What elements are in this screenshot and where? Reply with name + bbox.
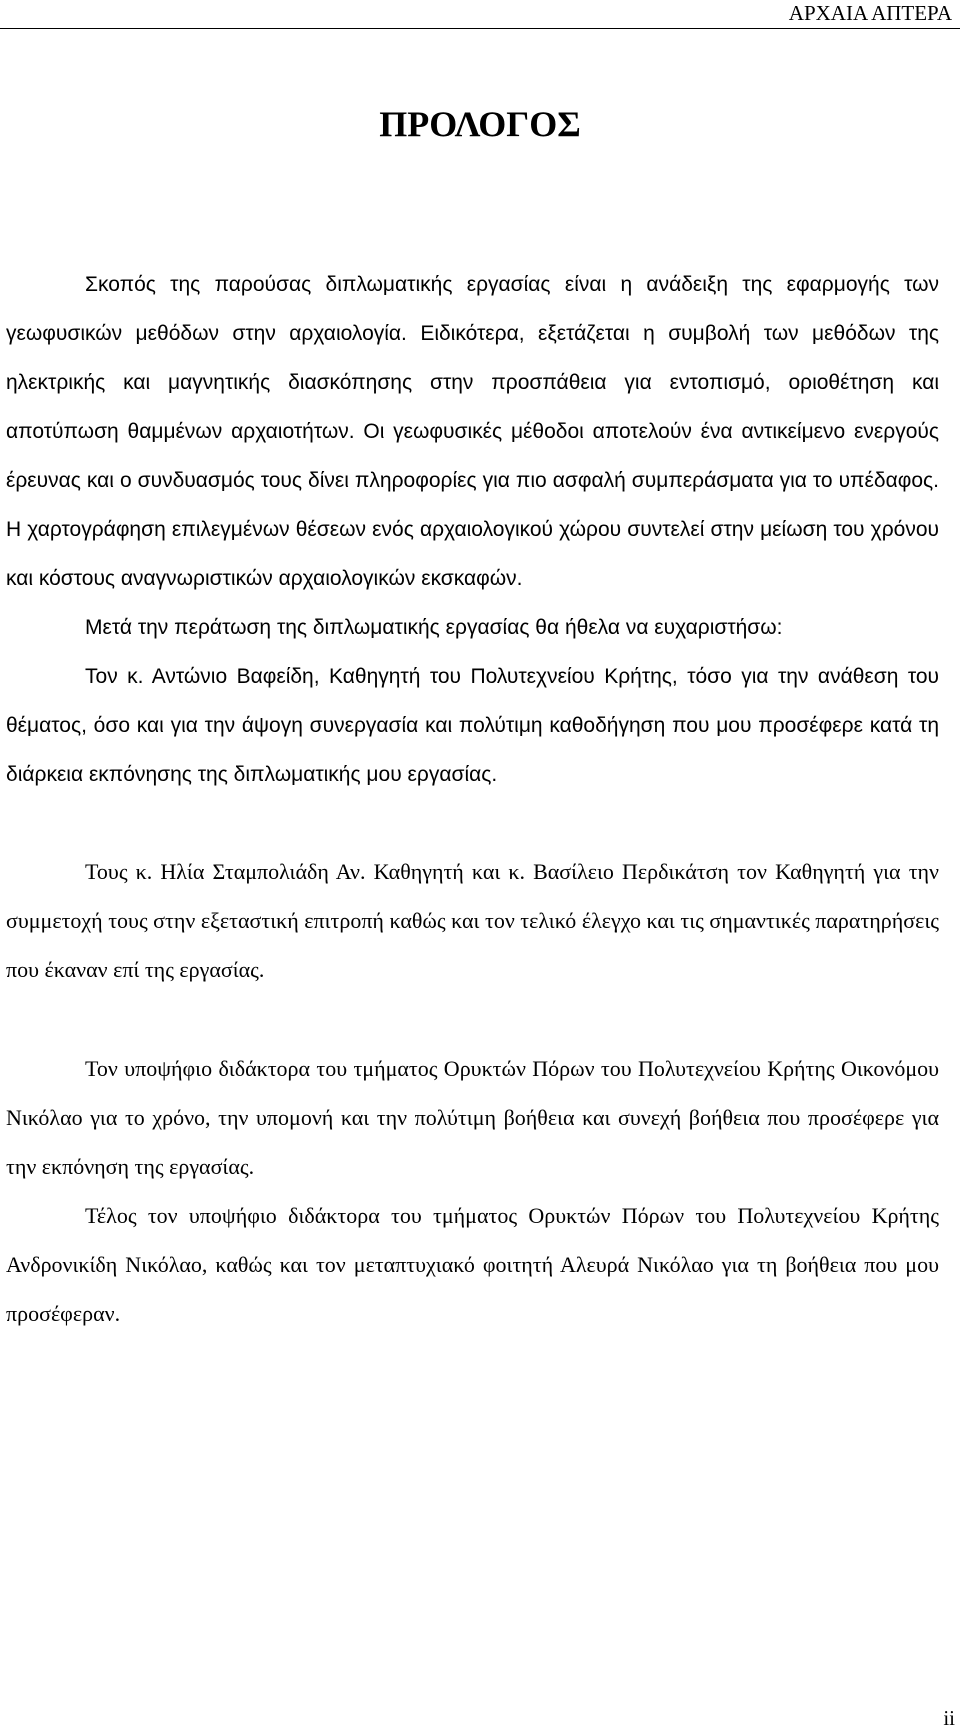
running-header: ΑΡΧΑΙΑ ΑΠΤΕΡΑ	[788, 1, 952, 25]
page-number: ii	[943, 1706, 955, 1730]
header-rule	[0, 28, 960, 29]
paragraph-thanks-intro: Μετά την περάτωση της διπλωματικής εργασίας θα ήθελα να ευχαριστήσω:	[85, 616, 783, 639]
paragraph-thanks-supervisor: Τον κ. Αντώνιο Βαφείδη, Καθηγητή του Πολυτεχνείου Κρήτης, τόσο για την ανάθεση του θέματος, όσο και για την άψογη συνεργασία και πολύτιμη καθοδήγηση που μου προσέφερε κατά τη διάρκεια εκπόνησης της διπλωματικής μου εργασίας.	[6, 665, 939, 786]
paragraph-purpose: Σκοπός της παρούσας διπλωματικής εργασίας είναι η ανάδειξη της εφαρμογής των γεωφυσικών μεθόδων στην αρχαιολογία. Ειδικότερα, εξετάζεται η συμβολή των μεθόδων της ηλεκτρικής και μαγνητικής διασκόπησης στην προσπάθεια για εντοπισμό, οριοθέτηση και αποτύπωση θαμμένων αρχαιοτήτων. Οι γεωφυσικές μέθοδοι αποτελούν ένα αντικείμενο ενεργούς έρευνας και ο συνδυασμός τους δίνει πληροφορίες για πιο ασφαλή συμπεράσματα για το υπέδαφος. Η χαρτογράφηση επιλεγμένων θέσεων ενός αρχαιολογικού χώρου συντελεί στην μείωση του χρόνου και κόστους αναγνωριστικών αρχαιολογικών εκσκαφών.	[6, 273, 939, 590]
paragraph-thanks-phd-candidate: Τον υποψήφιο διδάκτορα του τμήματος Ορυκτών Πόρων του Πολυτεχνείου Κρήτης Οικονόμου Νικόλαο για το χρόνο, την υπομονή και την πολύτιμη βοήθεια και συνεχή βοήθεια που προσέφερε για την εκπόνηση της εργασίας.	[6, 1056, 939, 1179]
paragraph-thanks-committee: Τους κ. Ηλία Σταμπολιάδη Αν. Καθηγητή και κ. Βασίλειο Περδικάτση τον Καθηγητή για την συμμετοχή τους στην εξεταστική επιτροπή καθώς και τον τελικό έλεγχο και τις σημαντικές παρατηρήσεις που έκαναν επί της εργασίας.	[6, 859, 939, 982]
page-title: ΠΡΟΛΟΓΟΣ	[379, 104, 581, 144]
paragraph-thanks-final: Τέλος τον υποψήφιο διδάκτορα του τμήματος Ορυκτών Πόρων του Πολυτεχνείου Κρήτης Ανδρονικίδη Νικόλαο, καθώς και τον μεταπτυχιακό φοιτητή Αλευρά Νικόλαο για τη βοήθεια που μου προσέφεραν.	[6, 1203, 939, 1326]
document-body	[6, 260, 939, 1338]
